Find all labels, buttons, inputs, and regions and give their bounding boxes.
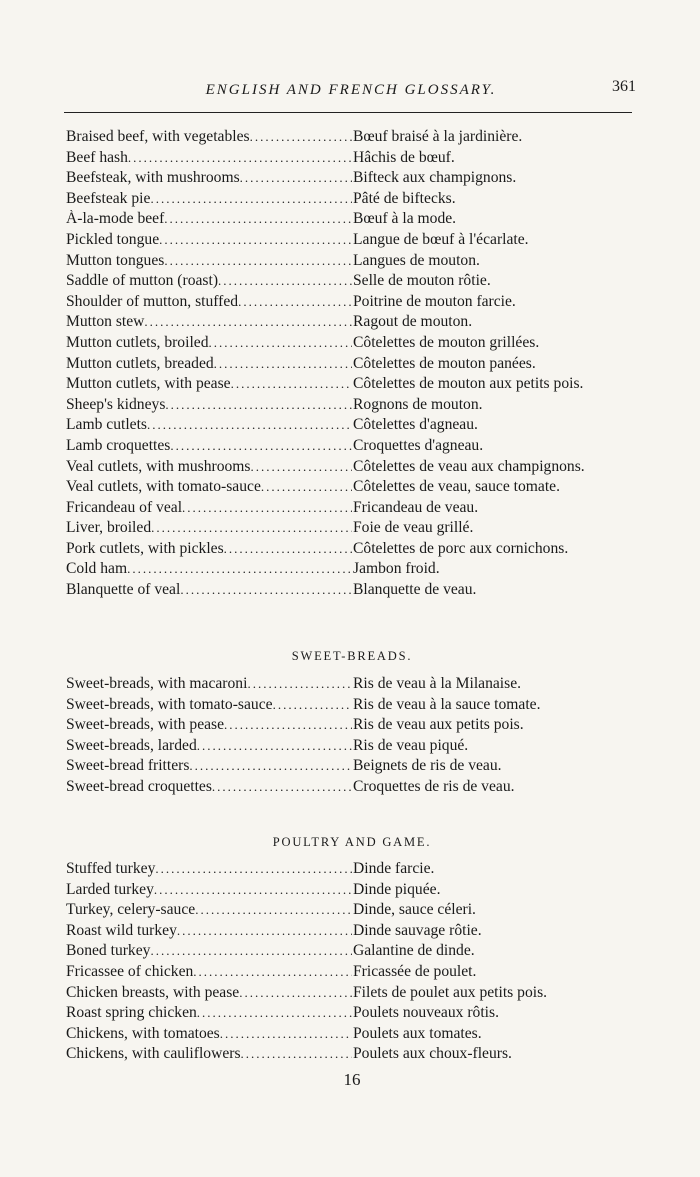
dot-leader (241, 1046, 352, 1062)
french-term: Côtelettes d'agneau. (353, 416, 478, 434)
dot-leader (212, 779, 352, 795)
glossary-entry (66, 375, 638, 396)
dot-leader (197, 1005, 352, 1021)
running-head (66, 78, 636, 106)
dot-leader (154, 882, 352, 898)
french-term: Dinde farcie. (353, 860, 435, 877)
english-term: Sweet-breads, with tomato-sauce (66, 695, 273, 713)
dot-leader (247, 676, 352, 692)
english-term-cell (66, 757, 352, 775)
english-term: Beefsteak, with mushrooms (66, 169, 240, 187)
english-term-cell (66, 272, 352, 290)
english-term: Cold ham (66, 560, 128, 578)
dot-leader (250, 129, 352, 145)
dot-leader (144, 314, 352, 330)
french-term: Fricandeau de veau. (353, 498, 479, 516)
french-term: Galantine de dinde. (353, 942, 475, 960)
english-term: Stuffed turkey (66, 860, 156, 877)
dot-leader (218, 273, 352, 289)
english-term-cell (66, 190, 352, 208)
english-term: Beefsteak pie (66, 189, 151, 207)
english-term: Turkey, celery-sauce (66, 901, 196, 919)
english-term-cell (66, 1025, 352, 1043)
french-term: Filets de poulet aux petits pois. (353, 983, 548, 1001)
english-term: Sweet-breads, with macaroni (66, 675, 248, 692)
glossary-entry (66, 190, 638, 211)
glossary-entry (66, 1025, 638, 1046)
english-term: Fricassee of chicken (66, 962, 194, 980)
glossary-entry (66, 210, 638, 231)
french-term: Côtelettes de veau aux champignons. (353, 457, 585, 475)
glossary-entry (66, 716, 638, 737)
english-term-cell (66, 881, 352, 899)
glossary-entry (66, 437, 638, 458)
glossary-entry (66, 458, 638, 479)
glossary-entry (66, 355, 638, 376)
english-term-cell (66, 963, 352, 981)
english-term: Sweet-bread croquettes (66, 777, 212, 795)
section-poultry-game (66, 860, 638, 1066)
english-term: Larded turkey (66, 880, 154, 898)
english-term-cell (66, 499, 352, 517)
glossary-entry (66, 416, 638, 437)
french-term: Poulets aux choux-fleurs. (353, 1045, 512, 1063)
french-term: Langue de bœuf à l'écarlate. (353, 230, 529, 248)
glossary-entry (66, 778, 638, 799)
english-term-cell (66, 334, 352, 352)
french-term: Ris de veau à la Milanaise. (353, 675, 522, 692)
english-term-cell (66, 519, 352, 537)
dot-leader (177, 923, 352, 939)
dot-leader (159, 232, 352, 248)
dot-leader (155, 861, 352, 877)
english-term-cell (66, 416, 352, 434)
glossary-entry (66, 272, 638, 293)
english-term-cell (66, 778, 352, 796)
glossary-entry (66, 540, 638, 561)
english-term: Boned turkey (66, 942, 151, 960)
english-term-cell (66, 169, 352, 187)
dot-leader (240, 170, 352, 186)
french-term: Fricassée de poulet. (353, 962, 477, 980)
section-sweet-breads (66, 675, 638, 799)
english-term-cell (66, 581, 352, 599)
glossary-entry (66, 169, 638, 190)
glossary-entry (66, 478, 638, 499)
english-term: Pickled tongue (66, 230, 160, 248)
dot-leader (150, 191, 352, 207)
section-beef-mutton-veal (66, 128, 638, 602)
glossary-entry (66, 696, 638, 717)
english-term-cell (66, 737, 352, 755)
french-term: Langues de mouton. (353, 251, 480, 269)
english-term: Blanquette of veal (66, 581, 181, 599)
dot-leader (128, 150, 352, 166)
section-heading-sweet-breads: SWEET-BREADS. (291, 649, 413, 663)
english-term: Veal cutlets, with mushrooms (66, 457, 251, 475)
dot-leader (195, 902, 352, 918)
english-term-cell (66, 375, 352, 393)
english-term: Shoulder of mutton, stuffed (66, 292, 239, 310)
french-term: Pâté de biftecks. (353, 189, 456, 207)
french-term: Poulets nouveaux rôtis. (353, 1004, 499, 1022)
english-term-cell (66, 458, 352, 476)
french-term: Selle de mouton rôtie. (353, 272, 491, 290)
english-term: Braised beef, with vegetables (66, 128, 250, 145)
glossary-entry (66, 128, 638, 149)
dot-leader (224, 541, 352, 557)
page-number: 361 (612, 78, 636, 95)
glossary-entry (66, 881, 638, 902)
french-term: Dinde sauvage rôtie. (353, 921, 482, 939)
dot-leader (165, 397, 352, 413)
english-term-cell (66, 860, 352, 878)
english-term-cell (66, 675, 352, 693)
french-term: Dinde, sauce céleri. (353, 901, 476, 919)
english-term: Roast wild turkey (66, 921, 177, 939)
english-term-cell (66, 149, 352, 167)
english-term-cell (66, 293, 352, 311)
french-term: Poulets aux tomates. (353, 1024, 482, 1042)
french-term: Ris de veau à la sauce tomate. (353, 695, 541, 713)
glossary-entry (66, 149, 638, 170)
french-term: Poitrine de mouton farcie. (353, 292, 516, 310)
dot-leader (209, 335, 353, 351)
glossary-entry (66, 757, 638, 778)
english-term: Veal cutlets, with tomato-sauce (66, 478, 261, 496)
french-term: Beignets de ris de veau. (353, 757, 502, 775)
french-term: Hâchis de bœuf. (353, 148, 455, 166)
glossary-entry (66, 252, 638, 273)
glossary-entry (66, 922, 638, 943)
dot-leader (238, 294, 352, 310)
english-term-cell (66, 560, 352, 578)
signature-mark: 16 (343, 1070, 361, 1089)
dot-leader (151, 520, 352, 536)
english-term: Lamb cutlets (66, 416, 147, 434)
dot-leader (164, 211, 352, 227)
english-term-cell (66, 396, 352, 414)
english-term-cell (66, 210, 352, 228)
english-term-cell (66, 231, 352, 249)
english-term: Lamb croquettes (66, 436, 171, 454)
dot-leader (147, 417, 352, 433)
french-term: Foie de veau grillé. (353, 519, 474, 537)
english-term: Chickens, with cauliflowers (66, 1045, 241, 1063)
english-term-cell (66, 478, 352, 496)
french-term: Côtelettes de mouton grillées. (353, 333, 540, 351)
dot-leader (164, 253, 352, 269)
glossary-entry (66, 293, 638, 314)
dot-leader (182, 500, 352, 516)
glossary-entry (66, 396, 638, 417)
english-term-cell (66, 313, 352, 331)
english-term: Saddle of mutton (roast) (66, 272, 219, 290)
english-term: Roast spring chicken (66, 1004, 197, 1022)
dot-leader (273, 697, 352, 713)
glossary-entry (66, 560, 638, 581)
english-term-cell (66, 901, 352, 919)
glossary-entry (66, 675, 638, 696)
english-term-cell (66, 1045, 352, 1063)
dot-leader (170, 438, 352, 454)
glossary-entry (66, 499, 638, 520)
english-term: Mutton stew (66, 313, 145, 331)
glossary-entry (66, 519, 638, 540)
running-title: ENGLISH AND FRENCH GLOSSARY. (205, 82, 497, 98)
english-term: Sheep's kidneys (66, 395, 166, 413)
french-term: Côtelettes de veau, sauce tomate. (353, 478, 560, 496)
dot-leader (180, 582, 352, 598)
english-term-cell (66, 942, 352, 960)
dot-leader (193, 964, 352, 980)
english-term: Liver, broiled (66, 519, 152, 537)
dot-leader (251, 459, 352, 475)
english-term-cell (66, 1004, 352, 1022)
english-term: Mutton cutlets, with pease (66, 375, 231, 393)
glossary-entry (66, 1045, 638, 1066)
english-term-cell (66, 984, 352, 1002)
english-term-cell (66, 696, 352, 714)
glossary-entry (66, 334, 638, 355)
english-term: Fricandeau of veal (66, 498, 183, 516)
french-term: Bifteck aux champignons. (353, 169, 517, 187)
english-term: Chicken breasts, with pease (66, 983, 240, 1001)
glossary-entry (66, 313, 638, 334)
english-term: Sweet-breads, larded (66, 736, 197, 754)
glossary-entry (66, 231, 638, 252)
french-term: Bœuf à la mode. (353, 210, 457, 228)
dot-leader (189, 758, 352, 774)
dot-leader (127, 561, 352, 577)
english-term-cell (66, 128, 352, 146)
french-term: Jambon froid. (353, 560, 440, 578)
french-term: Croquettes d'agneau. (353, 436, 484, 454)
french-term: Ris de veau aux petits pois. (353, 716, 524, 734)
glossary-entry (66, 963, 638, 984)
english-term-cell (66, 922, 352, 940)
dot-leader (224, 717, 352, 733)
dot-leader (231, 376, 352, 392)
french-term: Dinde piquée. (353, 880, 441, 898)
dot-leader (261, 479, 352, 495)
header-rule (64, 112, 632, 113)
section-heading-poultry-game: POULTRY AND GAME. (272, 835, 432, 849)
english-term-cell (66, 540, 352, 558)
dot-leader (150, 943, 352, 959)
glossary-entry (66, 581, 638, 602)
english-term: Mutton cutlets, breaded (66, 354, 214, 372)
dot-leader (214, 356, 352, 372)
glossary-entry (66, 737, 638, 758)
english-term: À-la-mode beef (66, 210, 165, 228)
french-term: Côtelettes de porc aux cornichons. (353, 539, 569, 557)
french-term: Ris de veau piqué. (353, 736, 469, 754)
dot-leader (220, 1026, 352, 1042)
french-term: Croquettes de ris de veau. (353, 777, 515, 795)
glossary-entry (66, 942, 638, 963)
english-term-cell (66, 716, 352, 734)
french-term: Côtelettes de mouton panées. (353, 354, 536, 372)
glossary-entry (66, 984, 638, 1005)
english-term-cell (66, 252, 352, 270)
french-term: Côtelettes de mouton aux petits pois. (353, 375, 584, 393)
english-term: Sweet-breads, with pease (66, 716, 225, 734)
french-term: Bœuf braisé à la jardinière. (353, 128, 523, 145)
dot-leader (197, 738, 352, 754)
dot-leader (239, 985, 352, 1001)
english-term: Mutton cutlets, broiled (66, 333, 209, 351)
english-term: Mutton tongues (66, 251, 165, 269)
english-term: Sweet-bread fritters (66, 757, 190, 775)
english-term: Pork cutlets, with pickles (66, 539, 224, 557)
english-term-cell (66, 437, 352, 455)
glossary-entry (66, 860, 638, 881)
english-term: Beef hash (66, 148, 128, 166)
french-term: Ragout de mouton. (353, 313, 473, 331)
english-term: Chickens, with tomatoes (66, 1024, 220, 1042)
french-term: Blanquette de veau. (353, 581, 477, 599)
glossary-entry (66, 901, 638, 922)
glossary-entry (66, 1004, 638, 1025)
french-term: Rognons de mouton. (353, 395, 483, 413)
english-term-cell (66, 355, 352, 373)
